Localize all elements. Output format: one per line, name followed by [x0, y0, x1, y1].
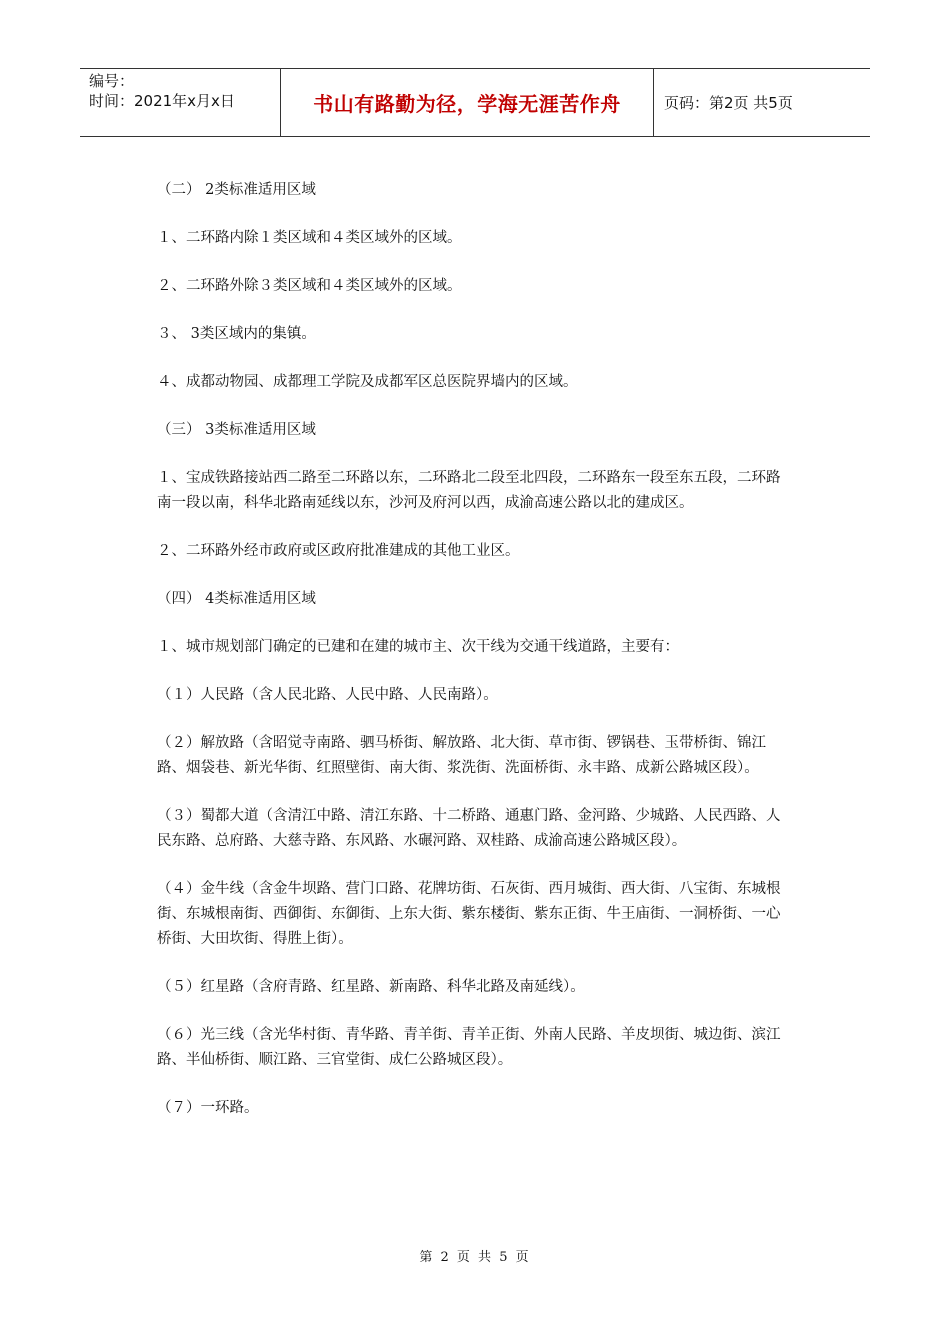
- paragraph: （２）解放路（含昭觉寺南路、驷马桥街、解放路、北大街、草市街、锣锅巷、玉带桥街、锦江路、烟袋巷、新光华街、红照壁街、南大街、浆洗街、洗面桥街、永丰路、成新公路城区段）。: [157, 735, 766, 776]
- page-header: [80, 68, 870, 137]
- date-label: 时间：2021年x月x日: [89, 92, 235, 110]
- paragraph: （５）红星路（含府青路、红星路、新南路、科华北路及南延线）。: [157, 979, 585, 995]
- paragraph: （４）金牛线（含金牛坝路、营门口路、花牌坊街、石灰街、西月城街、西大街、八宝街、东城根街、东城根南街、西御街、东御街、上东大街、紫东楼街、紫东正街、牛王庙街、一洞桥街、一心桥街、大田坎街、得胜上街）。: [157, 881, 781, 947]
- document-body: [157, 178, 781, 1144]
- paragraph: （７）一环路。: [157, 1100, 259, 1116]
- paragraph: （三） 3类标准适用区域: [157, 422, 316, 438]
- paragraph: ２、二环路外经市政府或区政府批准建成的其他工业区。: [157, 543, 520, 559]
- page-footer: [0, 1246, 950, 1265]
- paragraph: （二） 2类标准适用区域: [157, 182, 316, 198]
- paragraph: １、二环路内除１类区域和４类区域外的区域。: [157, 230, 462, 246]
- paragraph: １、城市规划部门确定的已建和在建的城市主、次干线为交通干线道路，主要有：: [157, 639, 679, 655]
- header-page-cell: [664, 69, 870, 136]
- header-motto-cell: [281, 69, 654, 136]
- paragraph: ２、二环路外除３类区域和４类区域外的区域。: [157, 278, 462, 294]
- number-label: 编号：: [89, 72, 135, 90]
- footer-page-number: 第 2 页 共 5 页: [419, 1250, 531, 1265]
- paragraph: １、宝成铁路接站西二路至二环路以东，二环路北二段至北四段，二环路东一段至东五段，二环路南一段以南，科华北路南延线以东，沙河及府河以西，成渝高速公路以北的建成区。: [157, 470, 781, 511]
- paragraph: （６）光三线（含光华村街、青华路、青羊街、青羊正街、外南人民路、羊皮坝街、城边街、滨江路、半仙桥街、顺江路、三官堂街、成仁公路城区段）。: [157, 1027, 781, 1068]
- paragraph: （３）蜀都大道（含清江中路、清江东路、十二桥路、通惠门路、金河路、少城路、人民西路、人民东路、总府路、大慈寺路、东风路、水碾河路、双桂路、成渝高速公路城区段）。: [157, 808, 781, 849]
- header-page-label: 页码：第2页 共5页: [664, 94, 793, 112]
- paragraph: ４、成都动物园、成都理工学院及成都军区总医院界墙内的区域。: [157, 374, 578, 390]
- header-info-cell: [80, 69, 281, 136]
- paragraph: ３、 3类区域内的集镇。: [157, 326, 316, 342]
- motto-text: 书山有路勤为径，学海无涯苦作舟: [313, 92, 621, 116]
- paragraph: （四） 4类标准适用区域: [157, 591, 316, 607]
- paragraph: （１）人民路（含人民北路、人民中路、人民南路）。: [157, 687, 498, 703]
